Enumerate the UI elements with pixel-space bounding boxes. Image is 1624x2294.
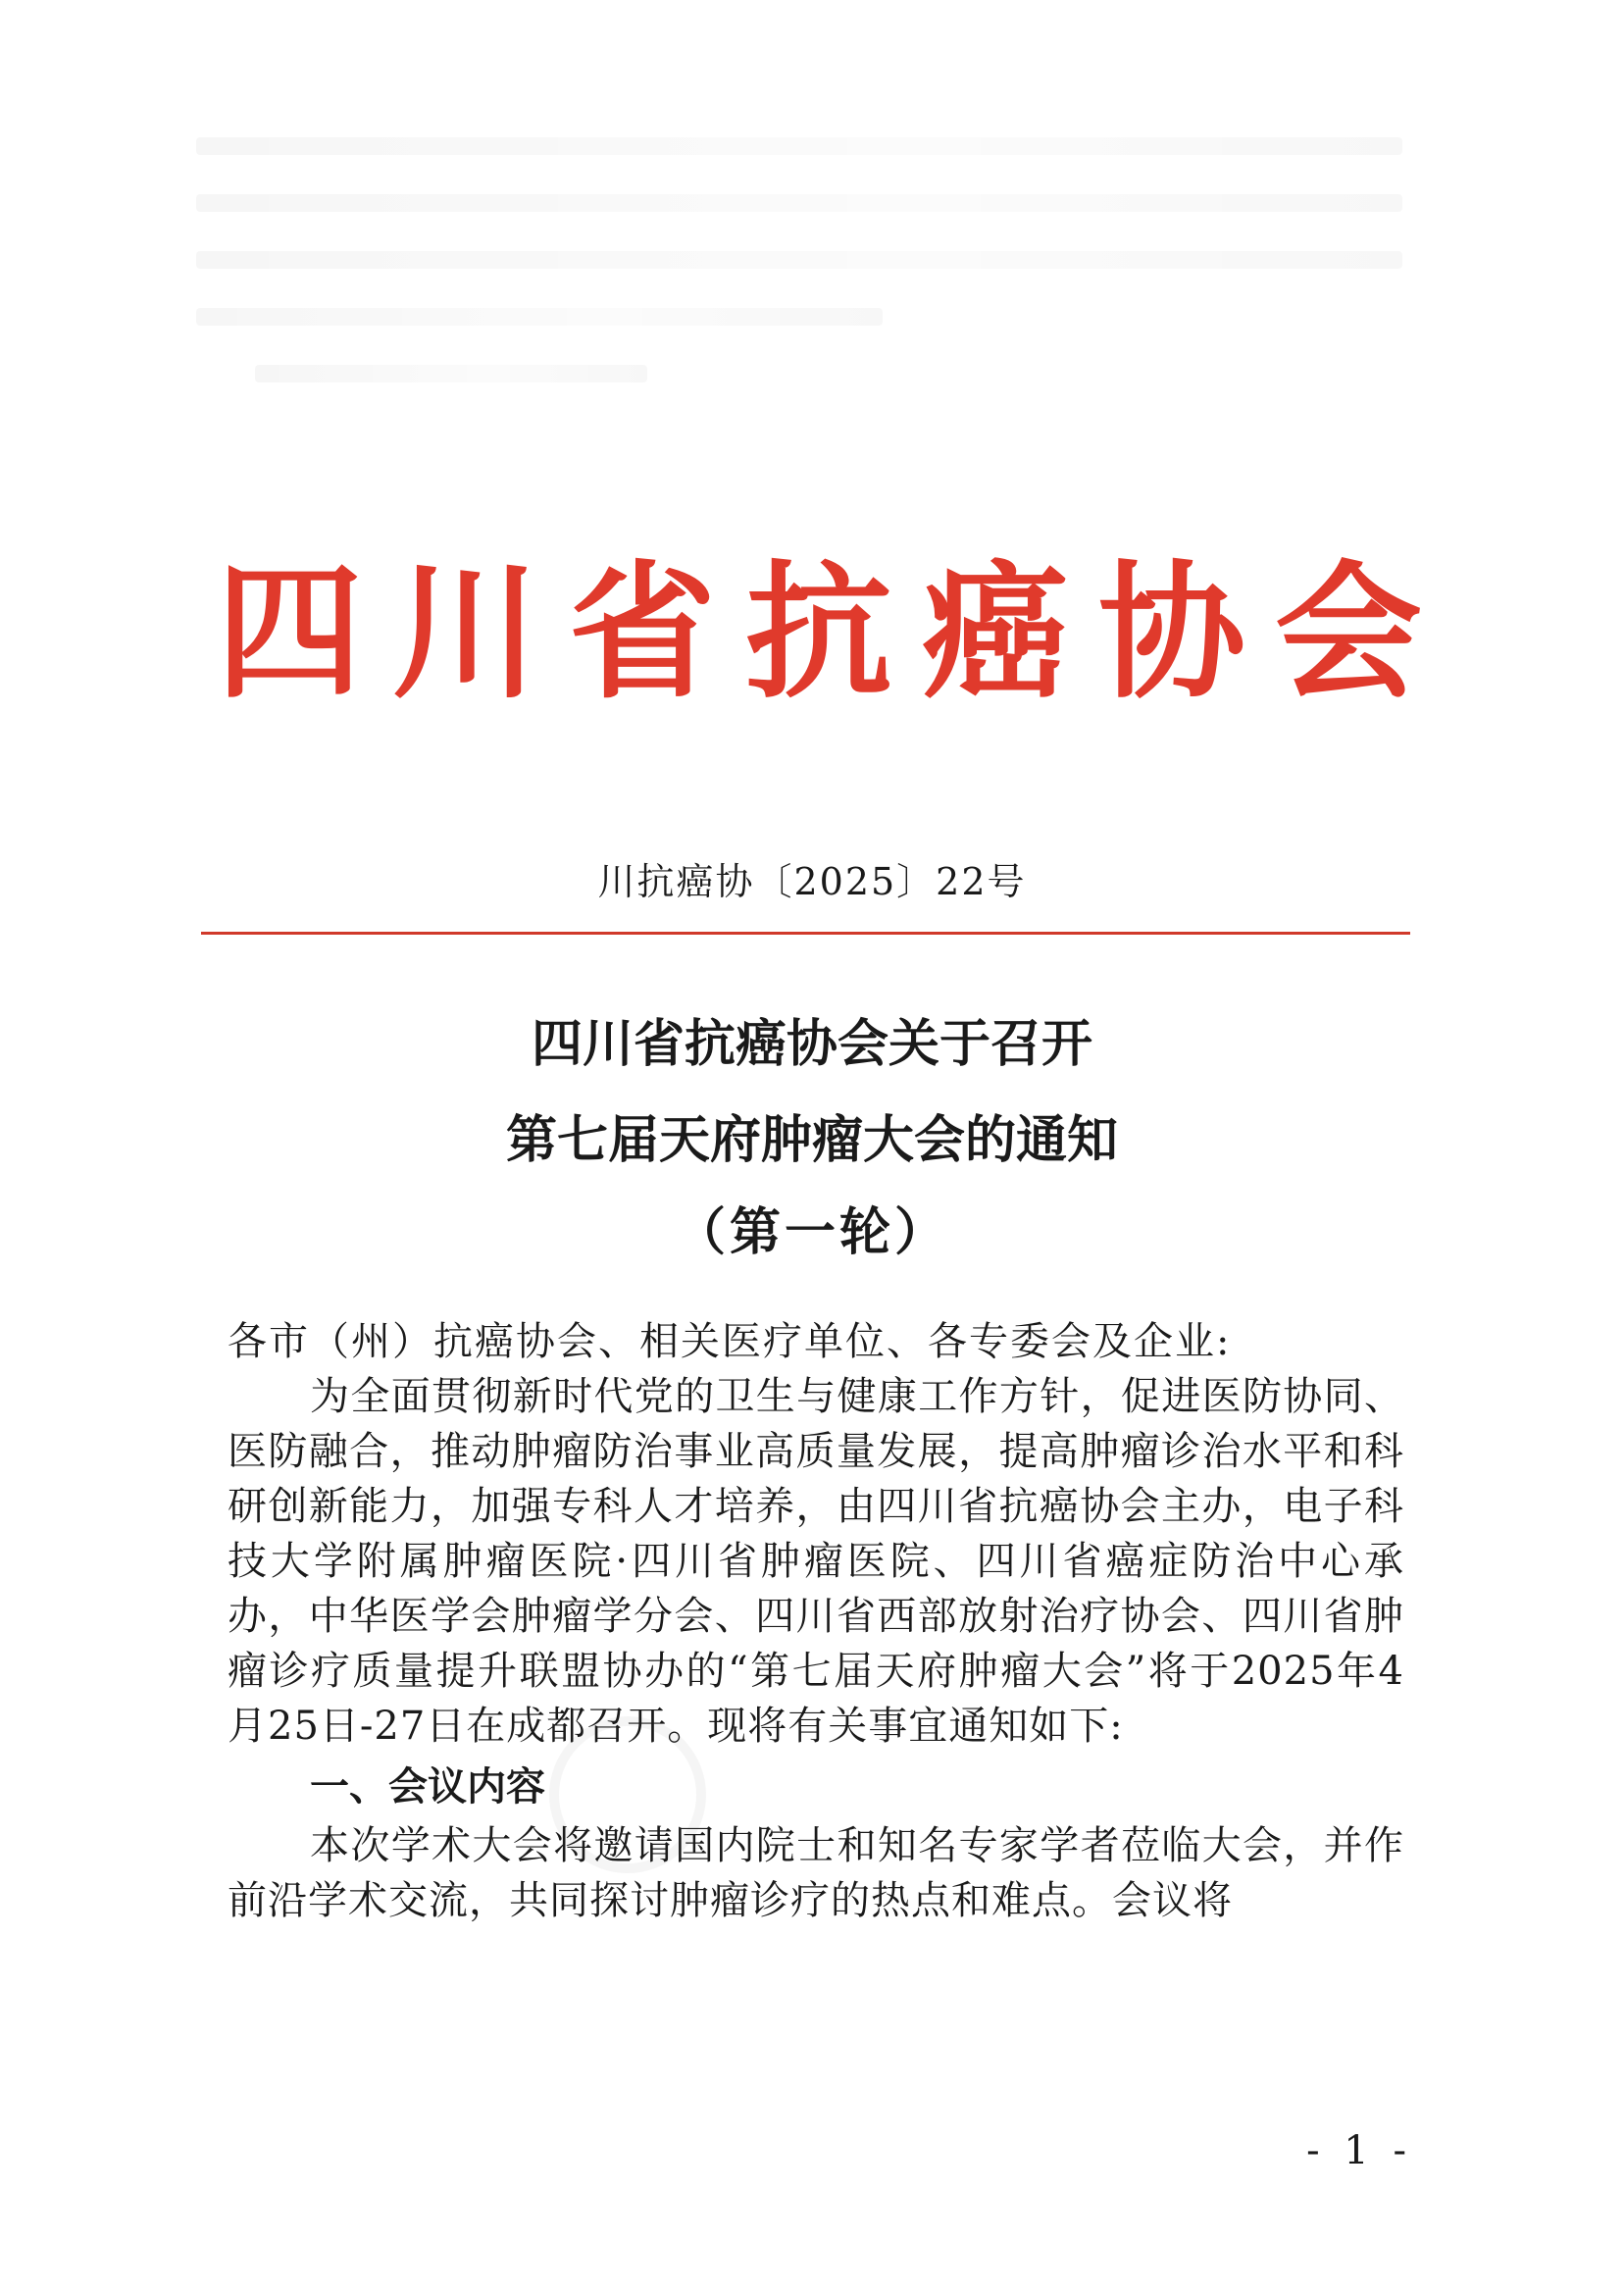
document-number: 川抗癌协〔2025〕22号 bbox=[597, 860, 1027, 903]
notice-body bbox=[228, 1314, 1404, 1928]
bleed-through-line bbox=[196, 308, 883, 326]
section-1-paragraph: 本次学术大会将邀请国内院士和知名专家学者莅临大会，并作前沿学术交流，共同探讨肿瘤诊疗的热点和难点。会议将 bbox=[228, 1823, 1404, 1923]
page-number: - 1 - bbox=[1306, 2128, 1412, 2173]
section-1-heading: 一、会议内容 bbox=[310, 1764, 545, 1810]
bleed-through-line bbox=[196, 194, 1402, 212]
salutation: 各市（州）抗癌协会、相关医疗单位、各专委会及企业: bbox=[228, 1319, 1232, 1364]
notice-title-line-3: （第一轮） bbox=[674, 1202, 949, 1262]
red-divider-rule bbox=[201, 932, 1410, 935]
bleed-through-line bbox=[196, 251, 1402, 269]
organization-title: 四川省抗癌协会 bbox=[216, 546, 1452, 719]
bleed-through-line bbox=[196, 137, 1402, 155]
bleed-through-line bbox=[255, 365, 647, 382]
notice-title-line-1: 四川省抗癌协会关于召开 bbox=[531, 1014, 1092, 1074]
notice-title-line-2: 第七届天府肿瘤大会的通知 bbox=[505, 1110, 1118, 1170]
intro-paragraph: 为全面贯彻新时代党的卫生与健康工作方针，促进医防协同、医防融合，推动肿瘤防治事业高质量发展，提高肿瘤诊治水平和科研创新能力，加强专科人才培养，由四川省抗癌协会主办，电子科技大学附属肿瘤医院·四川省肿瘤医院、四川省癌症防治中心承办，中华医学会肿瘤学分会、四川省西部放射治疗协会、四川省肿瘤诊疗质量提升联盟协办的“第七届天府肿瘤大会”将于2025年4月25日-27日在成都召开。现将有关事宜通知如下: bbox=[228, 1374, 1404, 1749]
